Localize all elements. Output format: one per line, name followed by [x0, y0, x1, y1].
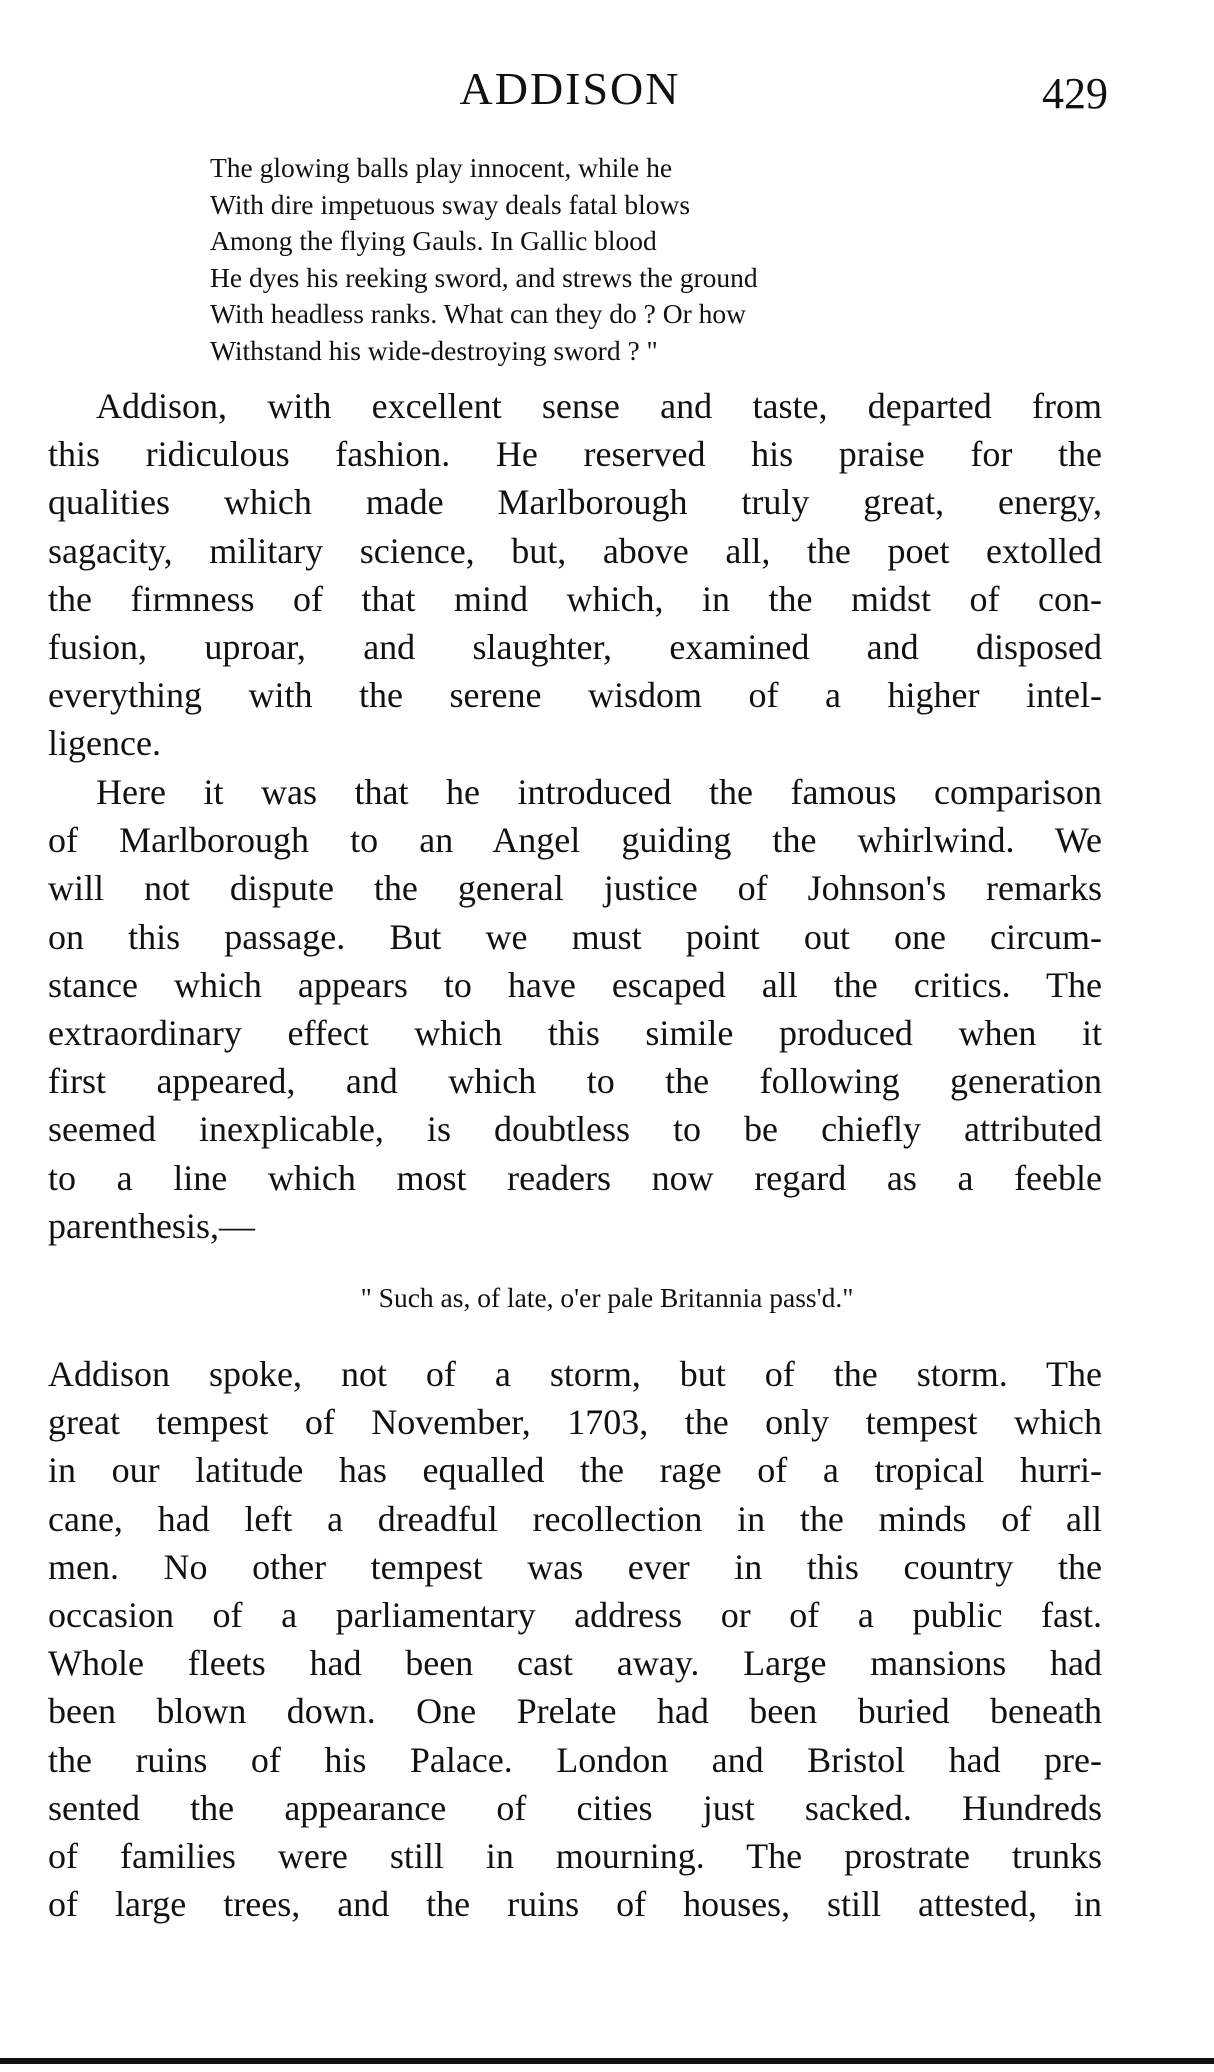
text-line: everything with the serene wisdom of a higher intel-: [48, 675, 1102, 716]
text-line: sented the appearance of cities just sacked. Hundreds: [48, 1787, 1102, 1828]
block-quote: " Such as, of late, o'er pale Britannia pass'd.": [360, 1282, 854, 1313]
text-line: the ruins of his Palace. London and Bristol had pre-: [48, 1739, 1102, 1780]
text-line: Addison, with excellent sense and taste, departed from: [96, 386, 1102, 426]
text-line: Addison spoke, not of a storm, but of the storm. The: [48, 1354, 1102, 1394]
text-line: in our latitude has equalled the rage of a tropical hurri-: [48, 1450, 1102, 1491]
text-line: Here it was that he introduced the famous comparison: [96, 772, 1102, 812]
verse-line: With headless ranks. What can they do ? Or how: [210, 298, 747, 330]
verse-line: The glowing balls play innocent, while he: [210, 152, 673, 183]
page-number: 429: [1042, 69, 1108, 118]
verse-quotation: [210, 150, 1010, 370]
text-line: to a line which most readers now regard as a feeble: [48, 1157, 1102, 1198]
text-line: been blown down. One Prelate had been buried beneath: [48, 1691, 1102, 1732]
text-line: of Marlborough to an Angel guiding the whirlwind. We: [48, 820, 1102, 861]
text-line: ligence.: [48, 723, 161, 764]
verse-line: Among the flying Gauls. In Gallic blood: [210, 225, 657, 257]
text-line: men. No other tempest was ever in this country the: [48, 1546, 1102, 1587]
text-line: Whole fleets had been cast away. Large mansions had: [48, 1643, 1102, 1684]
text-line: extraordinary effect which this simile produced when it: [48, 1013, 1102, 1054]
verse-line: He dyes his reeking sword, and strews the ground: [210, 261, 758, 293]
text-line: parenthesis,—: [48, 1205, 255, 1246]
text-line: cane, had left a dreadful recollection in the minds of all: [48, 1498, 1102, 1539]
text-line: sagacity, military science, but, above all, the poet extolled: [48, 530, 1102, 571]
text-line: will not dispute the general justice of Johnson's remarks: [48, 868, 1102, 909]
paragraph-2: [48, 768, 1102, 1250]
paragraph-1: [48, 382, 1102, 768]
text-line: qualities which made Marlborough truly great, energy,: [48, 482, 1102, 523]
text-line: on this passage. But we must point out one circum-: [48, 916, 1102, 957]
page-title: ADDISON: [459, 63, 681, 114]
text-line: this ridiculous fashion. He reserved his praise for the: [48, 434, 1102, 475]
text-line: stance which appears to have escaped all the critics. The: [48, 964, 1102, 1005]
paragraph-3: [48, 1350, 1102, 1928]
verse-line: Withstand his wide-destroying sword ? ": [210, 334, 658, 366]
bottom-edge-rule: [0, 2058, 1214, 2064]
text-line: of large trees, and the ruins of houses, still attested, in: [48, 1884, 1102, 1925]
text-line: the firmness of that mind which, in the midst of con-: [48, 578, 1102, 619]
running-head: [0, 62, 1214, 122]
text-line: great tempest of November, 1703, the only tempest which: [48, 1402, 1102, 1443]
text-line: occasion of a parliamentary address or of a public fast.: [48, 1595, 1102, 1636]
verse-line: With dire impetuous sway deals fatal blows: [210, 188, 691, 220]
text-line: of families were still in mourning. The prostrate trunks: [48, 1836, 1102, 1877]
text-line: fusion, uproar, and slaughter, examined and disposed: [48, 627, 1102, 668]
text-line: seemed inexplicable, is doubtless to be chiefly attributed: [48, 1109, 1102, 1150]
text-line: first appeared, and which to the following generation: [48, 1061, 1102, 1102]
